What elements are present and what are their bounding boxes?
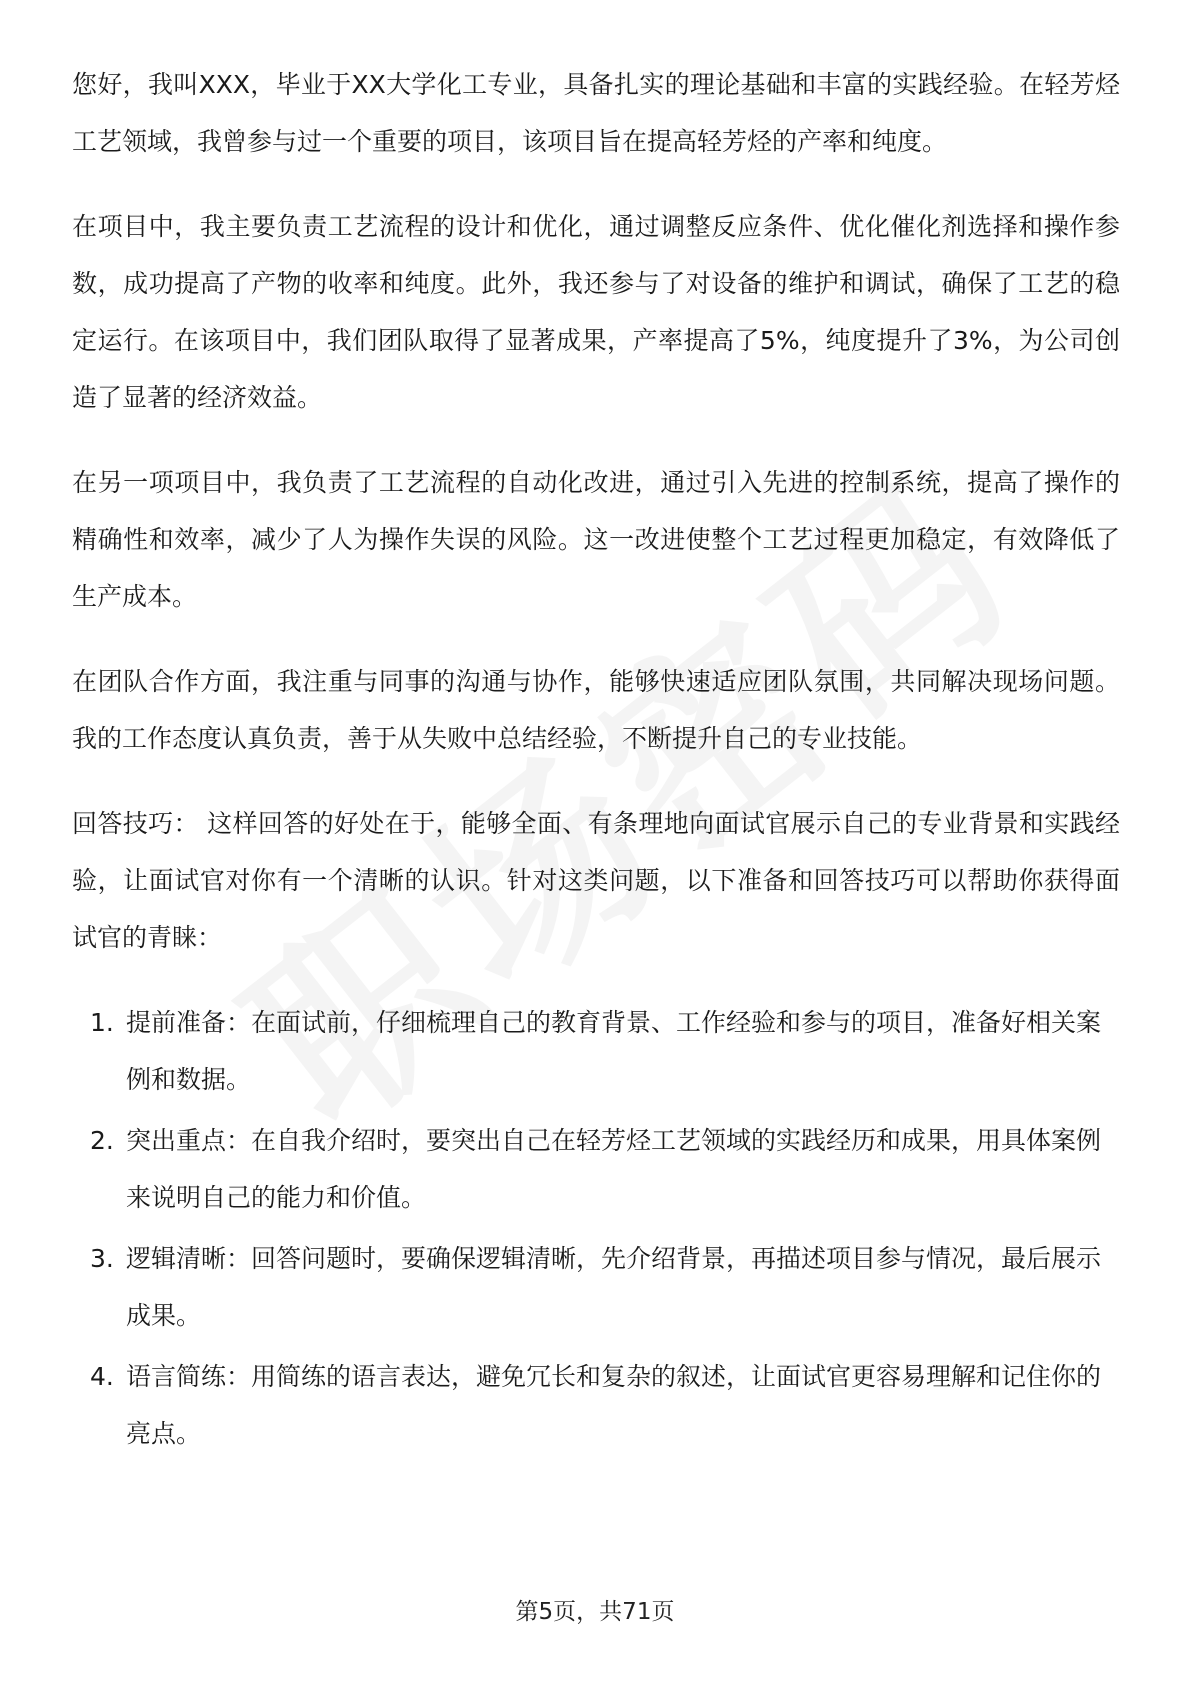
paragraph-project-2: 在另一项项目中，我负责了工艺流程的自动化改进，通过引入先进的控制系统，提高了操作的精确性和效率，减少了人为操作失误的风险。这一改进使整个工艺过程更加稳定，有效降低了生产成本。 bbox=[72, 468, 1120, 611]
paragraph-teamwork: 在团队合作方面，我注重与同事的沟通与协作，能够快速适应团队氛围，共同解决现场问题。我的工作态度认真负责，善于从失败中总结经验，不断提升自己的专业技能。 bbox=[72, 667, 1120, 753]
list-item bbox=[72, 994, 1120, 1108]
list-item bbox=[72, 1112, 1120, 1226]
list-item bbox=[72, 1348, 1120, 1462]
tips-list bbox=[72, 994, 1120, 1462]
paragraph-answer-tips: 回答技巧： 这样回答的好处在于，能够全面、有条理地向面试官展示自己的专业背景和实践经验，让面试官对你有一个清晰的认识。针对这类问题，以下准备和回答技巧可以帮助你获得面试官的青睐： bbox=[72, 809, 1120, 952]
page-number-footer: 第5页，共71页 bbox=[515, 1599, 675, 1625]
list-item-text: 突出重点：在自我介绍时，要突出自己在轻芳烃工艺领域的实践经历和成果，用具体案例来说明自己的能力和价值。 bbox=[126, 1126, 1102, 1212]
list-item-text: 逻辑清晰：回答问题时，要确保逻辑清晰，先介绍背景，再描述项目参与情况，最后展示成果。 bbox=[126, 1244, 1102, 1330]
list-number: 1. bbox=[90, 1008, 114, 1037]
list-number: 3. bbox=[90, 1244, 114, 1273]
paragraph-intro: 您好，我叫XXX，毕业于XX大学化工专业，具备扎实的理论基础和丰富的实践经验。在轻芳烃工艺领域，我曾参与过一个重要的项目，该项目旨在提高轻芳烃的产率和纯度。 bbox=[72, 70, 1120, 156]
list-item-text: 语言简练：用简练的语言表达，避免冗长和复杂的叙述，让面试官更容易理解和记住你的亮点。 bbox=[126, 1362, 1102, 1448]
list-number: 2. bbox=[90, 1126, 114, 1155]
list-item bbox=[72, 1230, 1120, 1344]
paragraph-project-1: 在项目中，我主要负责工艺流程的设计和优化，通过调整反应条件、优化催化剂选择和操作参数，成功提高了产物的收率和纯度。此外，我还参与了对设备的维护和调试，确保了工艺的稳定运行。在该项目中，我们团队取得了显著成果，产率提高了5%，纯度提升了3%，为公司创造了显著的经济效益。 bbox=[72, 212, 1120, 412]
list-item-text: 提前准备：在面试前，仔细梳理自己的教育背景、工作经验和参与的项目，准备好相关案例和数据。 bbox=[126, 1008, 1102, 1094]
list-number: 4. bbox=[90, 1362, 114, 1391]
page-content bbox=[72, 56, 1120, 1466]
